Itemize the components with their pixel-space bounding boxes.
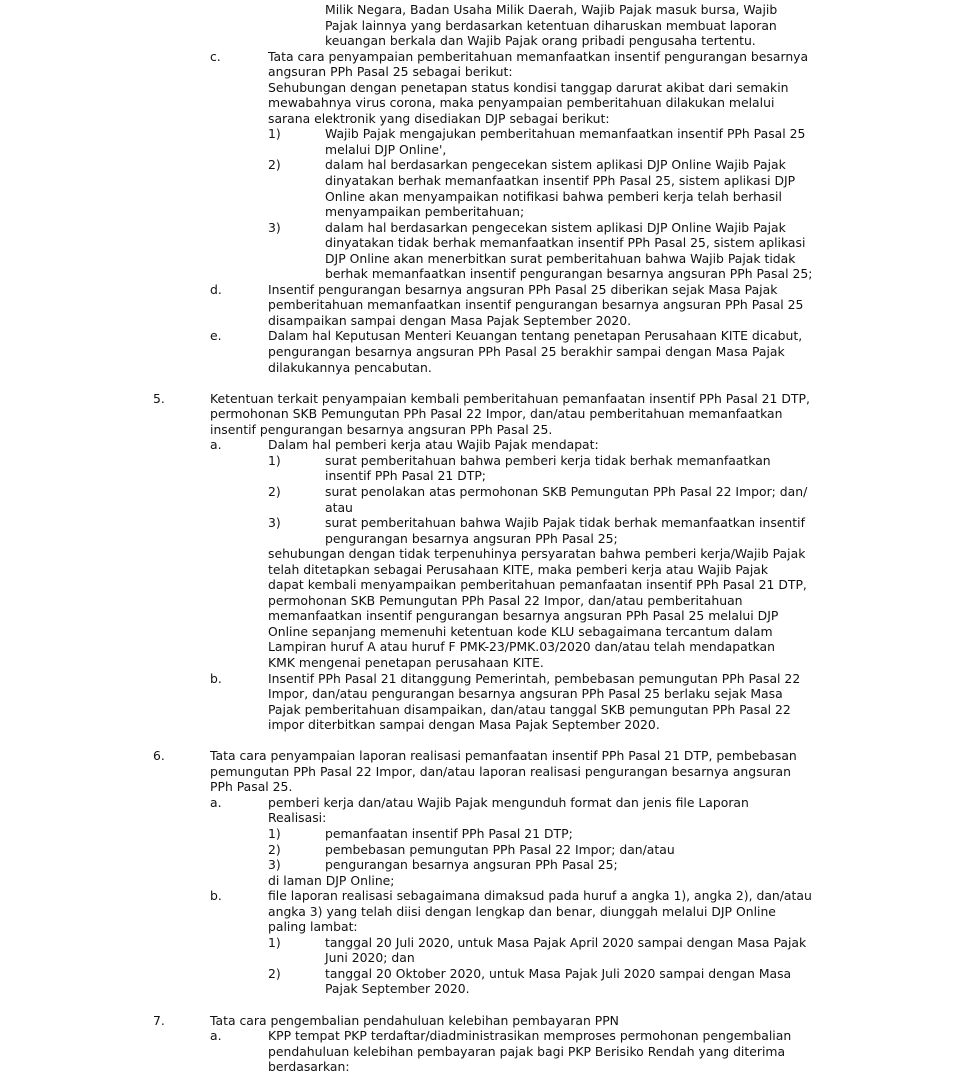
line-text: di laman DJP Online; xyxy=(268,872,395,888)
line-text: impor diterbitkan sampai dengan Masa Pajak September 2020. xyxy=(268,717,660,733)
document-line xyxy=(0,484,975,500)
line-text: insentif PPh Pasal 21 DTP; xyxy=(325,468,486,484)
document-line xyxy=(0,344,975,360)
document-line xyxy=(0,702,975,718)
line-text: Tata cara pengembalian pendahuluan kelebihan pembayaran PPN xyxy=(210,1012,619,1028)
document-line xyxy=(0,18,975,34)
document-line xyxy=(0,1028,975,1044)
line-text: surat pemberitahuan bahwa pemberi kerja tidak berhak memanfaatkan xyxy=(325,452,771,468)
document-line xyxy=(0,282,975,298)
list-marker: 2) xyxy=(268,157,281,173)
document-line xyxy=(0,671,975,687)
list-marker: 3) xyxy=(268,219,281,235)
line-text: angka 3) yang telah diisi dengan lengkap dan benar, diunggah melalui DJP Online xyxy=(268,903,776,919)
line-text: pengurangan besarnya angsuran PPh Pasal 25 berakhir sampai dengan Masa Pajak xyxy=(268,344,785,360)
list-marker: 2) xyxy=(268,965,281,981)
line-text: Insentif PPh Pasal 21 ditanggung Pemerintah, pembebasan pemungutan PPh Pasal 22 xyxy=(268,670,801,686)
document-line xyxy=(0,235,975,251)
document-line xyxy=(0,577,975,593)
document-line xyxy=(0,1059,975,1075)
document-line xyxy=(0,904,975,920)
line-text: Pajak pemberitahuan disampaikan, dan/atau tanggal SKB pemungutan PPh Pasal 22 xyxy=(268,701,791,717)
line-text: Dalam hal pemberi kerja atau Wajib Pajak mendapat: xyxy=(268,437,599,453)
line-text: tanggal 20 Juli 2020, untuk Masa Pajak April 2020 sampai dengan Masa Pajak xyxy=(325,934,807,950)
line-text: Lampiran huruf A atau huruf F PMK-23/PMK.03/2020 dan/atau telah mendapatkan xyxy=(268,639,775,655)
line-text: Milik Negara, Badan Usaha Milik Daerah, Wajib Pajak masuk bursa, Wajib xyxy=(325,2,778,17)
document-line xyxy=(0,1044,975,1060)
line-text: Impor, dan/atau pengurangan besarnya angsuran PPh Pasal 25 berlaku sejak Masa xyxy=(268,686,783,702)
list-marker: 5. xyxy=(153,390,165,406)
line-text: Dalam hal Keputusan Menteri Keuangan tentang penetapan Perusahaan KITE dicabut, xyxy=(268,328,803,344)
list-marker: c. xyxy=(210,48,221,64)
document-line xyxy=(0,919,975,935)
document-line xyxy=(0,251,975,267)
list-marker: 3) xyxy=(268,515,281,531)
line-text: tanggal 20 Oktober 2020, untuk Masa Pajak Juli 2020 sampai dengan Masa xyxy=(325,965,792,981)
document-line xyxy=(0,189,975,205)
line-text: Pajak lainnya yang berdasarkan ketentuan diharuskan membuat laporan xyxy=(325,17,777,33)
document-line xyxy=(0,857,975,873)
blank-line xyxy=(0,997,975,1013)
document-line xyxy=(0,204,975,220)
document-line xyxy=(0,546,975,562)
line-text: pemanfaatan insentif PPh Pasal 21 DTP; xyxy=(325,825,573,841)
line-text: surat pemberitahuan bahwa Wajib Pajak tidak berhak memanfaatkan insentif xyxy=(325,515,805,531)
line-text: pemberi kerja dan/atau Wajib Pajak mengunduh format dan jenis file Laporan xyxy=(268,794,749,810)
line-text: Ketentuan terkait penyampaian kembali pemberitahuan pemanfaatan insentif PPh Pasal 21 DTP, xyxy=(210,390,810,406)
document-line xyxy=(0,531,975,547)
document-line xyxy=(0,468,975,484)
line-text: mewabahnya virus corona, maka penyampaian pemberitahuan dilakukan melalui xyxy=(268,95,775,111)
document-line xyxy=(0,64,975,80)
line-text: file laporan realisasi sebagaimana dimaksud pada huruf a angka 1), angka 2), dan/atau xyxy=(268,888,812,904)
blank-line xyxy=(0,375,975,391)
line-text: Realisasi: xyxy=(268,810,327,826)
document-line xyxy=(0,126,975,142)
line-text: dilakukannya pencabutan. xyxy=(268,359,432,375)
document-line xyxy=(0,33,975,49)
line-text: telah ditetapkan sebagai Perusahaan KITE, maka pemberi kerja atau Wajib Pajak xyxy=(268,561,769,577)
list-marker: 1) xyxy=(268,452,281,468)
list-marker: a. xyxy=(210,794,222,810)
list-marker: 2) xyxy=(268,841,281,857)
document-line xyxy=(0,655,975,671)
document-line xyxy=(0,935,975,951)
line-text: berdasarkan: xyxy=(268,1059,350,1075)
document-line xyxy=(0,80,975,96)
list-marker: b. xyxy=(210,888,222,904)
document-line xyxy=(0,173,975,189)
document-line xyxy=(0,795,975,811)
list-marker: 1) xyxy=(268,934,281,950)
line-text: angsuran PPh Pasal 25 sebagai berikut: xyxy=(268,64,513,80)
blank-line xyxy=(0,733,975,749)
list-marker: b. xyxy=(210,670,222,686)
document-line xyxy=(0,1013,975,1029)
document-line xyxy=(0,142,975,158)
document-line xyxy=(0,297,975,313)
line-text: melalui DJP Online', xyxy=(325,141,447,157)
document-line xyxy=(0,593,975,609)
line-text: atau xyxy=(325,499,353,515)
line-text: sehubungan dengan tidak terpenuhinya persyaratan bahwa pemberi kerja/Wajib Pajak xyxy=(268,546,806,562)
document-line xyxy=(0,111,975,127)
document-line xyxy=(0,624,975,640)
list-marker: 1) xyxy=(268,825,281,841)
line-text: menyampaikan pemberitahuan; xyxy=(325,204,525,220)
document-line xyxy=(0,391,975,407)
document-line xyxy=(0,981,975,997)
line-text: pengurangan besarnya angsuran PPh Pasal 25; xyxy=(325,857,618,873)
line-text: Online akan menyampaikan notifikasi bahwa pemberi kerja telah berhasil xyxy=(325,188,782,204)
list-marker: a. xyxy=(210,437,222,453)
document-line xyxy=(0,639,975,655)
document-line xyxy=(0,966,975,982)
document-line xyxy=(0,873,975,889)
line-text: DJP Online akan menerbitkan surat pemberitahuan bahwa Wajib Pajak tidak xyxy=(325,250,796,266)
line-text: Tata cara penyampaian pemberitahuan memanfaatkan insentif pengurangan besarnya xyxy=(268,48,809,64)
document-line xyxy=(0,2,975,18)
line-text: disampaikan sampai dengan Masa Pajak September 2020. xyxy=(268,312,632,328)
document-page xyxy=(0,2,975,1075)
document-line xyxy=(0,360,975,376)
document-line xyxy=(0,453,975,469)
line-text: pendahuluan kelebihan pembayaran pajak bagi PKP Berisiko Rendah yang diterima xyxy=(268,1043,786,1059)
document-line xyxy=(0,717,975,733)
line-text: Wajib Pajak mengajukan pemberitahuan memanfaatkan insentif PPh Pasal 25 xyxy=(325,126,806,142)
document-line xyxy=(0,500,975,516)
line-text: Juni 2020; dan xyxy=(325,950,415,966)
document-line xyxy=(0,686,975,702)
list-marker: e. xyxy=(210,328,222,344)
document-line xyxy=(0,422,975,438)
list-marker: 7. xyxy=(153,1012,165,1028)
list-marker: 1) xyxy=(268,126,281,142)
document-line xyxy=(0,313,975,329)
line-text: berhak memanfaatkan insentif pengurangan besarnya angsuran PPh Pasal 25; xyxy=(325,266,813,282)
line-text: dinyatakan berhak memanfaatkan insentif PPh Pasal 25, sistem aplikasi DJP xyxy=(325,173,796,189)
line-text: pemberitahuan memanfaatkan insentif pengurangan besarnya angsuran PPh Pasal 25 xyxy=(268,297,804,313)
line-text: PPh Pasal 25. xyxy=(210,779,293,795)
list-marker: 2) xyxy=(268,483,281,499)
line-text: Pajak September 2020. xyxy=(325,981,470,997)
line-text: surat penolakan atas permohonan SKB Pemungutan PPh Pasal 22 Impor; dan/ xyxy=(325,483,808,499)
line-text: Sehubungan dengan penetapan status kondisi tanggap darurat akibat dari semakin xyxy=(268,79,789,95)
line-text: pengurangan besarnya angsuran PPh Pasal 25; xyxy=(325,530,618,546)
line-text: Tata cara penyampaian laporan realisasi pemanfaatan insentif PPh Pasal 21 DTP, pembebasan xyxy=(210,748,797,764)
document-line xyxy=(0,810,975,826)
list-marker: a. xyxy=(210,1028,222,1044)
line-text: KMK mengenai penetapan perusahaan KITE. xyxy=(268,654,544,670)
line-text: insentif pengurangan besarnya angsuran PPh Pasal 25. xyxy=(210,421,553,437)
line-text: pembebasan pemungutan PPh Pasal 22 Impor; dan/atau xyxy=(325,841,675,857)
document-line xyxy=(0,515,975,531)
document-line xyxy=(0,49,975,65)
line-text: sarana elektronik yang disediakan DJP sebagai berikut: xyxy=(268,110,610,126)
list-marker: 6. xyxy=(153,748,165,764)
document-line xyxy=(0,157,975,173)
document-line xyxy=(0,266,975,282)
line-text: Online sepanjang memenuhi ketentuan kode KLU sebagaimana tercantum dalam xyxy=(268,623,773,639)
document-line xyxy=(0,220,975,236)
list-marker: 3) xyxy=(268,857,281,873)
document-line xyxy=(0,748,975,764)
document-line xyxy=(0,95,975,111)
document-line xyxy=(0,764,975,780)
document-line xyxy=(0,406,975,422)
line-text: permohonan SKB Pemungutan PPh Pasal 22 Impor, dan/atau pemberitahuan memanfaatkan xyxy=(210,406,783,422)
line-text: dalam hal berdasarkan pengecekan sistem aplikasi DJP Online Wajib Pajak xyxy=(325,219,786,235)
document-line xyxy=(0,842,975,858)
document-line xyxy=(0,562,975,578)
document-line xyxy=(0,779,975,795)
line-text: memanfaatkan insentif pengurangan besarnya angsuran PPh Pasal 25 melalui DJP xyxy=(268,608,779,624)
line-text: Insentif pengurangan besarnya angsuran PPh Pasal 25 diberikan sejak Masa Pajak xyxy=(268,281,778,297)
document-line xyxy=(0,437,975,453)
document-line xyxy=(0,608,975,624)
line-text: dapat kembali menyampaikan pemberitahuan pemanfaatan insentif PPh Pasal 21 DTP, xyxy=(268,577,807,593)
document-line xyxy=(0,950,975,966)
line-text: paling lambat: xyxy=(268,919,358,935)
line-text: KPP tempat PKP terdaftar/diadministrasikan memproses permohonan pengembalian xyxy=(268,1028,792,1044)
document-line xyxy=(0,328,975,344)
line-text: dinyatakan tidak berhak memanfaatkan insentif PPh Pasal 25, sistem aplikasi xyxy=(325,235,806,251)
document-line xyxy=(0,826,975,842)
document-line xyxy=(0,888,975,904)
line-text: keuangan berkala dan Wajib Pajak orang pribadi pengusaha tertentu. xyxy=(325,33,756,49)
line-text: dalam hal berdasarkan pengecekan sistem aplikasi DJP Online Wajib Pajak xyxy=(325,157,786,173)
list-marker: d. xyxy=(210,281,222,297)
line-text: pemungutan PPh Pasal 22 Impor, dan/atau laporan realisasi pengurangan besarnya angsuran xyxy=(210,763,791,779)
line-text: permohonan SKB Pemungutan PPh Pasal 22 Impor, dan/atau pemberitahuan xyxy=(268,592,743,608)
